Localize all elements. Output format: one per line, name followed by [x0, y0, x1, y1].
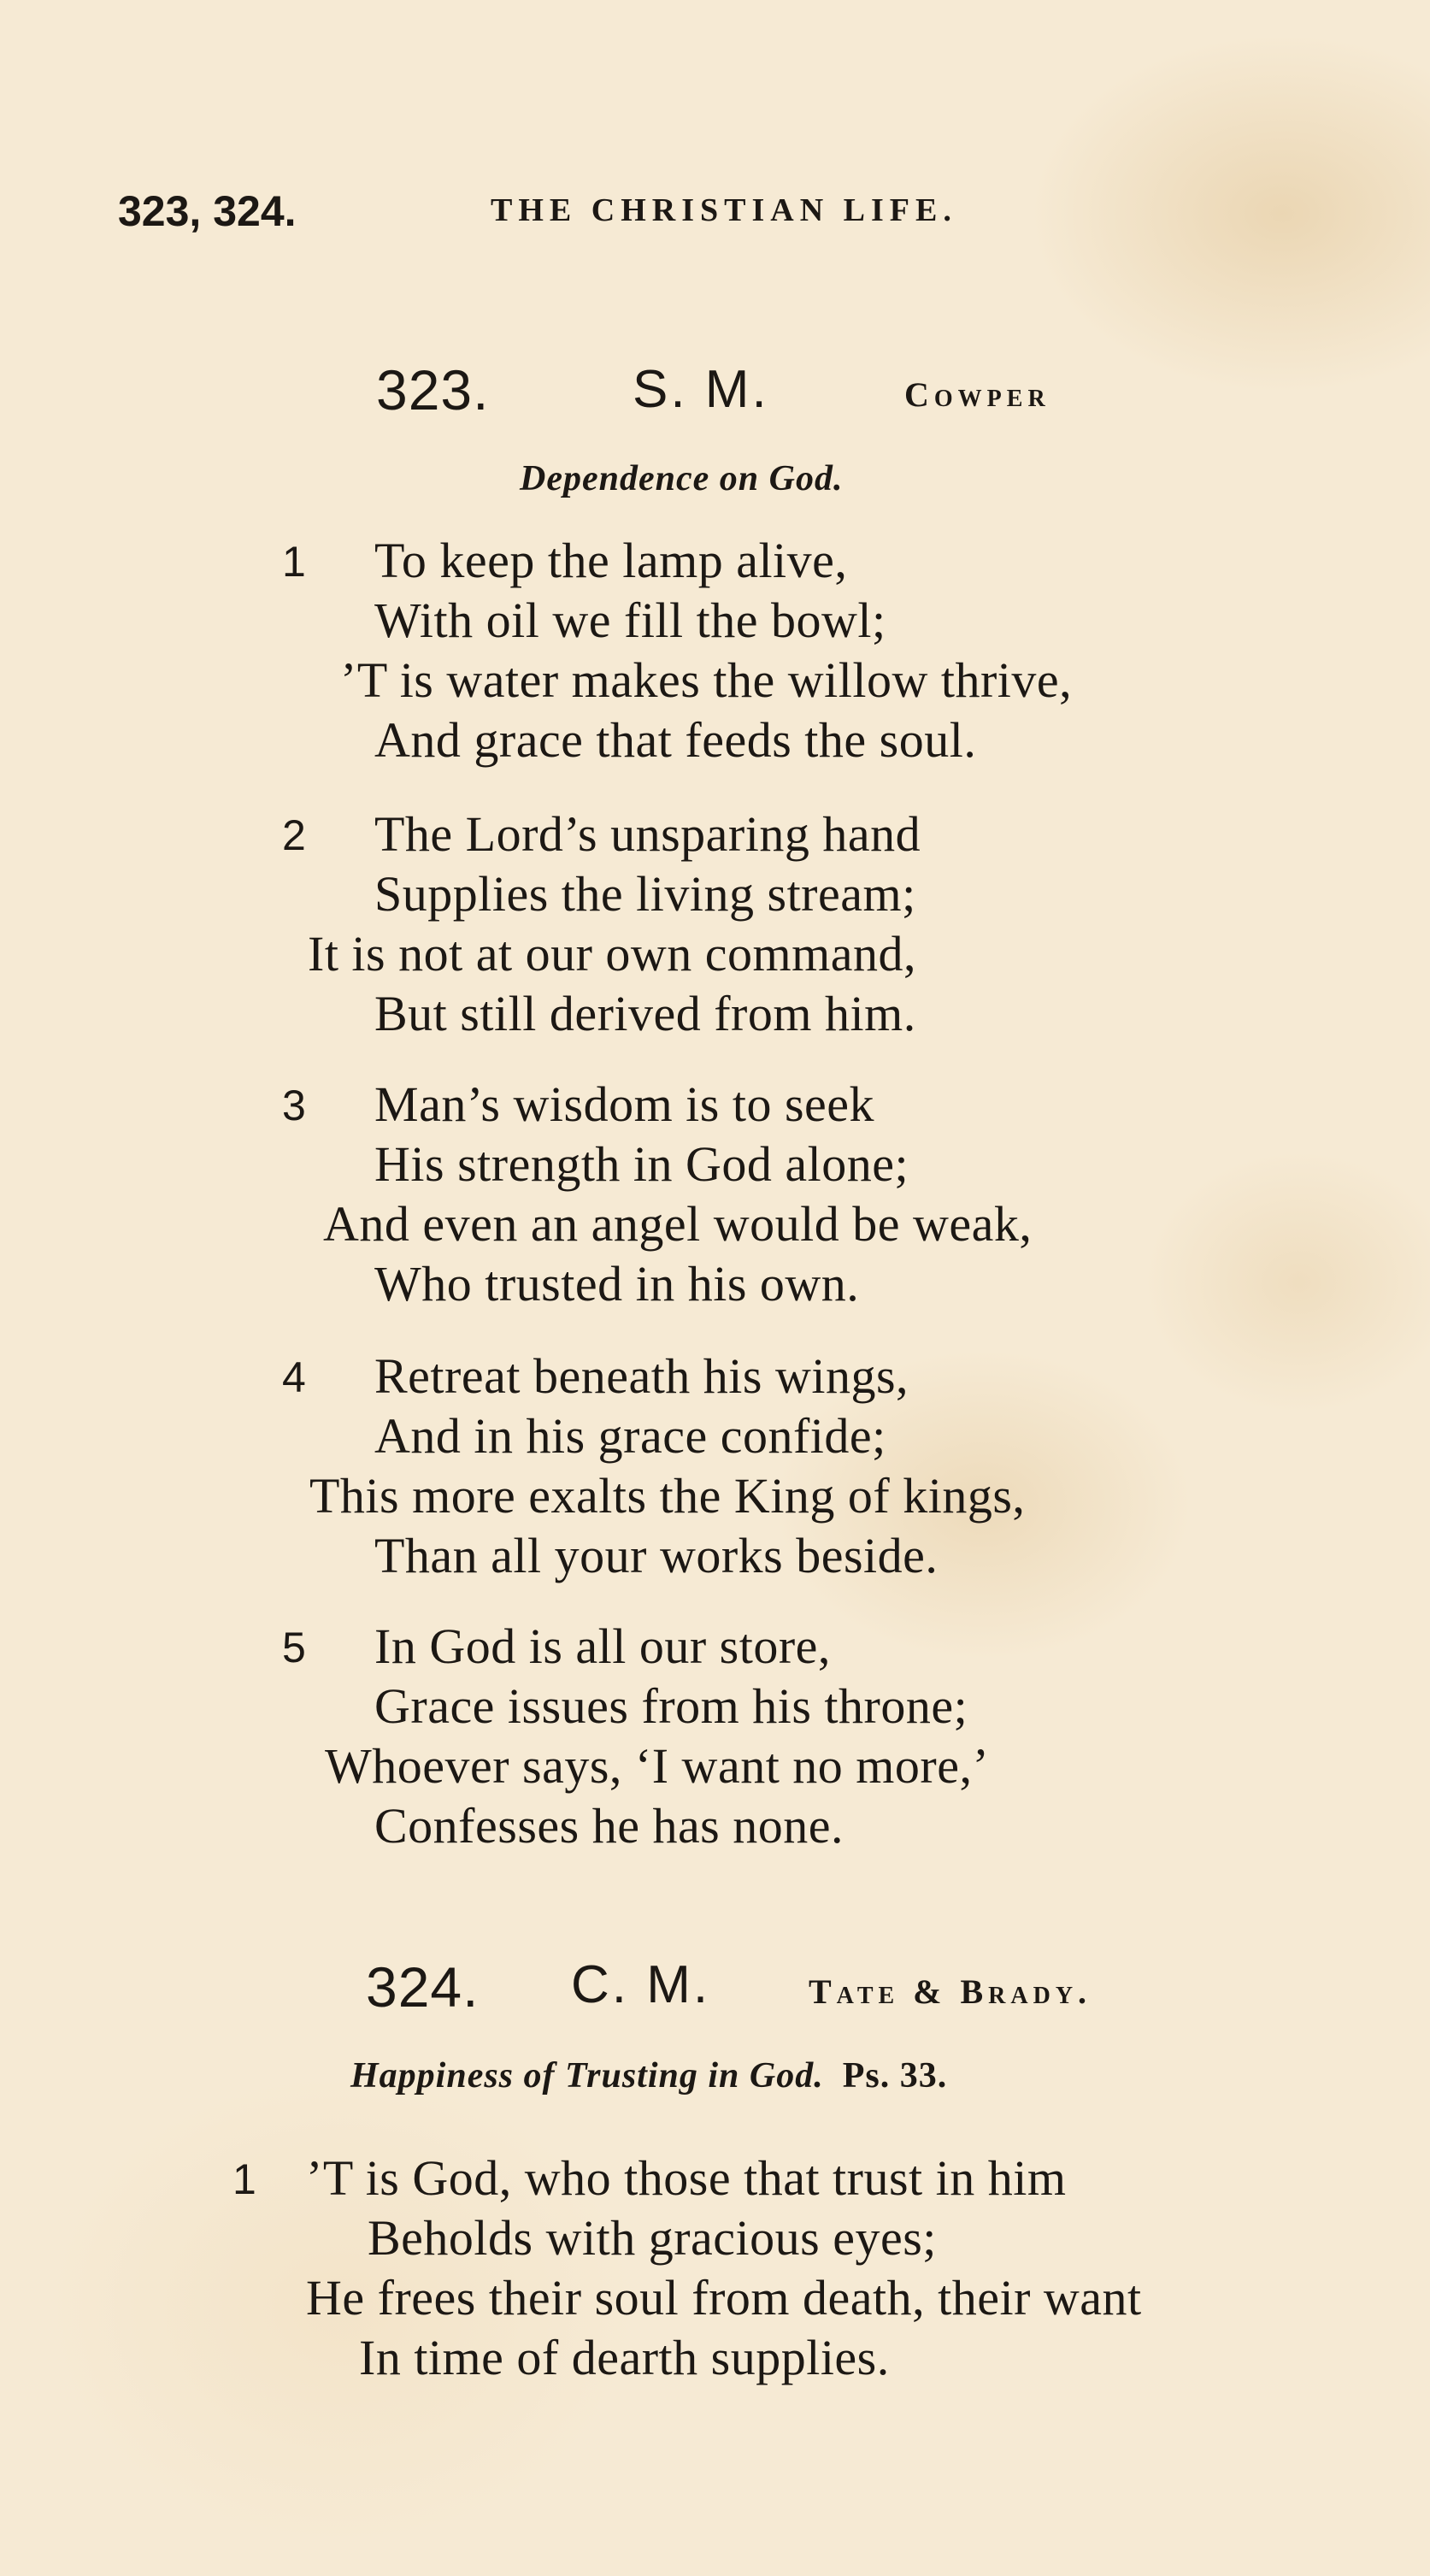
- verse-line: Confesses he has none.: [374, 1798, 844, 1854]
- verse-line: Grace issues from his throne;: [374, 1678, 968, 1734]
- verse-number: 1: [232, 2155, 256, 2203]
- psalm-reference: Ps. 33.: [842, 2056, 948, 2096]
- hymn-subtitle: Dependence on God.: [520, 459, 844, 498]
- verse-line: And in his grace confide;: [374, 1408, 886, 1464]
- verse-line: In God is all our store,: [374, 1618, 831, 1674]
- verse-line: Supplies the living stream;: [374, 866, 916, 922]
- hymn-meter: C. M.: [571, 1955, 711, 2014]
- verse-number: 2: [282, 811, 306, 859]
- verse-line: ’T is God, who those that trust in him: [306, 2150, 1067, 2206]
- verse-number: 1: [282, 538, 306, 586]
- verse-line: Beholds with gracious eyes;: [368, 2210, 937, 2266]
- verse-line: And grace that feeds the soul.: [374, 712, 977, 768]
- hymn-subtitle-text: Happiness of Trusting in God.: [350, 2056, 824, 2096]
- verse-line: It is not at our own command,: [308, 926, 917, 981]
- hymn-author: Cowper: [904, 375, 1050, 414]
- verse-number: 3: [282, 1082, 306, 1129]
- verse-line: The Lord’s unsparing hand: [374, 806, 921, 862]
- running-header-hymn-numbers: 323, 324.: [118, 187, 297, 235]
- verse-line: Man’s wisdom is to seek: [374, 1076, 875, 1132]
- verse-line: This more exalts the King of kings,: [309, 1468, 1026, 1524]
- verse-line: Whoever says, ‘I want no more,’: [325, 1738, 990, 1794]
- hymn-number: 324.: [366, 1955, 480, 2019]
- hymn-author: Tate & Brady.: [809, 1972, 1092, 2011]
- running-header-title: THE CHRISTIAN LIFE.: [491, 192, 957, 228]
- verse-line: Retreat beneath his wings,: [374, 1348, 909, 1404]
- hymn-subtitle: [350, 2055, 947, 2096]
- verse-number: 4: [282, 1353, 306, 1401]
- verse-line: But still derived from him.: [374, 986, 916, 1041]
- verse-line: Than all your works beside.: [374, 1528, 939, 1583]
- verse-line: In time of dearth supplies.: [359, 2330, 890, 2385]
- hymn-meter: S. M.: [633, 360, 769, 419]
- verse-line: To keep the lamp alive,: [374, 533, 848, 588]
- verse-line: His strength in God alone;: [374, 1136, 909, 1192]
- verse-line: With oil we fill the bowl;: [374, 592, 886, 648]
- verse-number: 5: [282, 1624, 306, 1671]
- verse-line: And even an angel would be weak,: [323, 1196, 1033, 1252]
- hymn-number: 323.: [376, 358, 490, 421]
- verse-line: He frees their soul from death, their want: [306, 2270, 1142, 2325]
- verse-line: ’T is water makes the willow thrive,: [340, 652, 1073, 708]
- verse-line: Who trusted in his own.: [374, 1256, 860, 1312]
